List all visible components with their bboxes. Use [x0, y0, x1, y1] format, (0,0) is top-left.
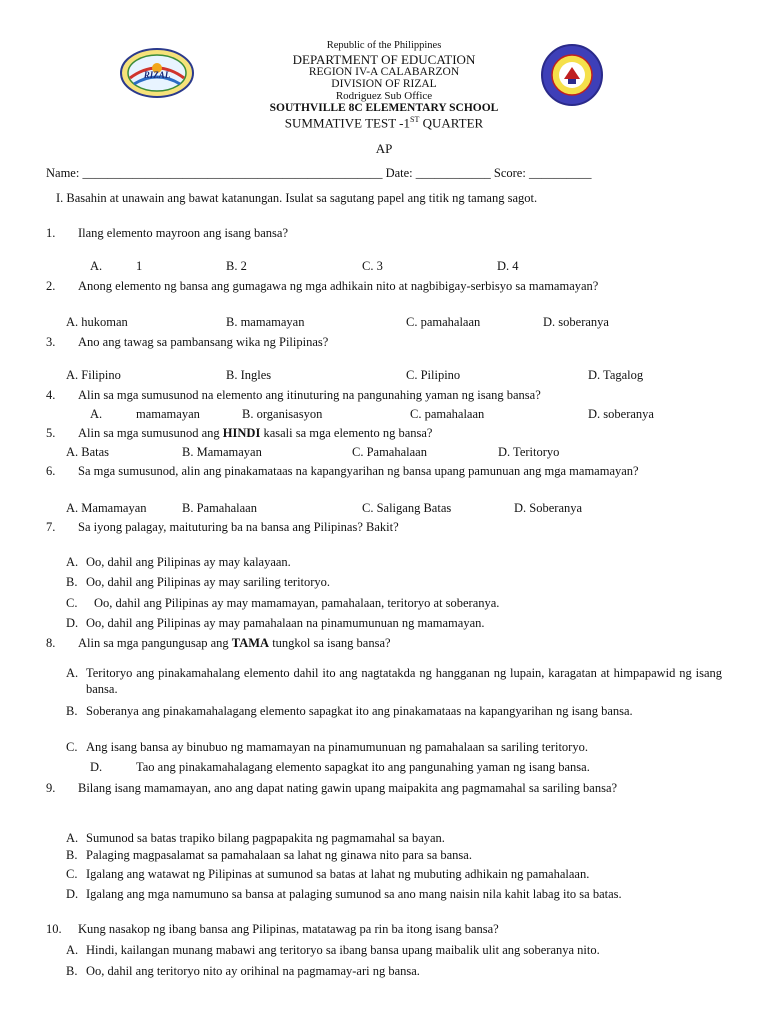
q7-option-c: C. Oo, dahil ang Pilipinas ay may mamamayan, pamahalaan, teritoryo at soberanya.: [66, 596, 500, 610]
q8-option-b: B. Soberanya ang pinakamahalagang elemento sapagkat ito ang pinakamataas na kapangyarihan ng isang bansa.: [66, 704, 633, 718]
name-date-score-line: Name: ________________________________________________ Date: ____________ Score: __________: [46, 166, 592, 180]
header-republic: Republic of the Philippines: [326, 40, 442, 51]
q8-option-a: A. Teritoryo ang pinakamahalang elemento dahil ito ang nagtatakda ng hangganan ng lupain, karagatan at himpapawid ng isang bansa.: [66, 666, 722, 696]
question-2: 2. Anong elemento ng bansa ang gumagawa ng mga adhikain nito at nagbibigay-serbisyo sa mamamayan?: [46, 279, 599, 293]
question-7: 7. Sa iyong palagay, maituturing ba na bansa ang Pilipinas? Bakit?: [46, 520, 399, 534]
q7-option-d: D. Oo, dahil ang Pilipinas ay may pamahalaan na pinamumunuan ng mamamayan.: [66, 616, 485, 630]
q3-option-b: B. Ingles: [226, 368, 272, 382]
q1-option-a-text: 1: [136, 259, 143, 273]
q1-option-b: B. 2: [226, 259, 247, 273]
q4-option-b: B. organisasyon: [242, 407, 323, 421]
question-10: 10. Kung nasakop ng ibang bansa ang Pilipinas, matatawag pa rin ba itong isang bansa?: [46, 922, 499, 936]
q7-option-b: B. Oo, dahil ang Pilipinas ay may sariling teritoryo.: [66, 575, 331, 589]
q2-option-c: C. pamahalaan: [406, 315, 481, 329]
question-6: 6. Sa mga sumusunod, alin ang pinakamataas na kapangyarihan ng bansa upang pamunuan ang mga mamamayan?: [46, 464, 639, 478]
header-department: DEPARTMENT OF EDUCATION: [292, 52, 476, 67]
q4-option-a-letter: A.: [90, 407, 103, 421]
q5-option-c: C. Pamahalaan: [352, 445, 427, 459]
header-region: REGION IV-A CALABARZON: [308, 66, 460, 78]
q6-option-d: D. Soberanya: [514, 501, 583, 515]
q9-option-a: A. Sumunod sa batas trapiko bilang pagpapakita ng pagmamahal sa bayan.: [66, 831, 445, 845]
q6-option-c: C. Saligang Batas: [362, 501, 452, 515]
rizal-logo-text: RIZAL: [143, 70, 171, 80]
q3-option-d: D. Tagalog: [588, 368, 644, 382]
q4-option-c: C. pamahalaan: [410, 407, 485, 421]
question-9: 9. Bilang isang mamamayan, ano ang dapat nating gawin upang maipakita ang pagmamahal sa sariling bansa?: [46, 781, 618, 795]
q5-option-a: A. Batas: [66, 445, 110, 459]
q8-option-c: C. Ang isang bansa ay binubuo ng mamamayan na pinamumunuan ng pamahalaan sa sariling teritoryo.: [66, 740, 588, 754]
q2-option-a: A. hukoman: [66, 315, 128, 329]
q9-option-d: D. Igalang ang mga namumuno sa bansa at palaging sumunod sa ano mang naisin nila kahit labag ito sa batas.: [66, 887, 622, 901]
q8-option-d-text: Tao ang pinakamahalagang elemento sapagkat ito ang pangunahing yaman ng isang bansa.: [136, 760, 590, 774]
instruction: I. Basahin at unawain ang bawat katanungan. Isulat sa sagutang papel ang titik ng tamang sagot.: [56, 191, 538, 205]
q5-option-d: D. Teritoryo: [498, 445, 560, 459]
q6-option-a: A. Mamamayan: [66, 501, 147, 515]
q7-option-a: A. Oo, dahil ang Pilipinas ay may kalayaan.: [66, 555, 291, 569]
q1-option-c: C. 3: [362, 259, 383, 273]
q6-option-b: B. Pamahalaan: [182, 501, 257, 515]
q2-option-d: D. soberanya: [543, 315, 609, 329]
q3-option-c: C. Pilipino: [406, 368, 461, 382]
q5-option-b: B. Mamamayan: [182, 445, 262, 459]
q1-option-a-letter: A.: [90, 259, 103, 273]
q8-option-d-letter: D.: [90, 760, 103, 774]
header-subject: AP: [375, 141, 393, 156]
q3-option-a: A. Filipino: [66, 368, 121, 382]
header-sub-office: Rodriguez Sub Office: [335, 90, 433, 102]
q10-option-a: A. Hindi, kailangan munang mabawi ang teritoryo sa ibang bansa upang maibalik ulit ang soberanya nito.: [66, 943, 600, 957]
q2-option-b: B. mamamayan: [226, 315, 305, 329]
header-school: SOUTHVILLE 8C ELEMENTARY SCHOOL: [269, 102, 499, 114]
question-8: 8. Alin sa mga pangungusap ang TAMA tungkol sa isang bansa?: [46, 636, 391, 650]
q9-option-b: B. Palaging magpasalamat sa pamahalaan sa lahat ng ginawa nito para sa bansa.: [66, 848, 472, 862]
question-3: 3. Ano ang tawag sa pambansang wika ng Pilipinas?: [46, 335, 329, 349]
q4-option-d: D. soberanya: [588, 407, 654, 421]
header-test-title: SUMMATIVE TEST -1ST QUARTER: [284, 115, 484, 131]
header-division: DIVISION OF RIZAL: [331, 78, 437, 90]
q1-option-d: D. 4: [497, 259, 519, 273]
question-1: 1. Ilang elemento mayroon ang isang bansa?: [46, 226, 288, 240]
q4-option-a-text: mamamayan: [136, 407, 200, 421]
q9-option-c: C. Igalang ang watawat ng Pilipinas at sumunod sa batas at lahat ng mubuting adhikain ng pamahalaan.: [66, 867, 590, 881]
question-5: 5. Alin sa mga sumusunod ang HINDI kasali sa mga elemento ng bansa?: [46, 426, 433, 440]
question-4: 4. Alin sa mga sumusunod na elemento ang itinuturing na pangunahing yaman ng isang bansa?: [46, 388, 541, 402]
q10-option-b: B. Oo, dahil ang teritoryo nito ay orihinal na pagmamay-ari ng bansa.: [66, 964, 420, 978]
